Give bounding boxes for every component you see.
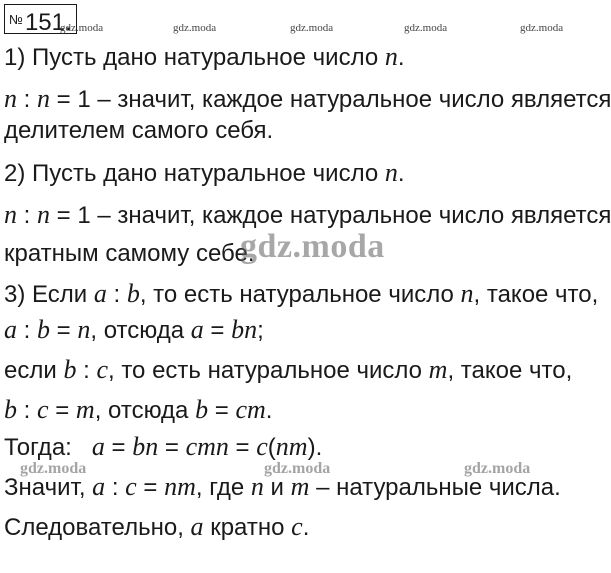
problem-number: 151. xyxy=(24,9,72,36)
watermark-mid: gdz.moda xyxy=(20,460,87,477)
text-line: a : b = n, отсюда a = bn; xyxy=(4,315,264,344)
text-line: если b : c, то есть натуральное число m, такое что, xyxy=(4,355,573,384)
text-line: 1) Пусть дано натуральное число n. xyxy=(4,42,405,71)
text-line: 3) Если a : b, то есть натуральное число n, такое что, xyxy=(4,279,599,308)
watermark-small: gdz.moda xyxy=(60,22,104,34)
text-line: Тогда: a = bn = cmn = c(nm). xyxy=(4,432,323,461)
text-line: кратным самому себе. xyxy=(4,240,255,267)
watermark-small: gdz.moda xyxy=(290,22,334,34)
watermark-small: gdz.moda xyxy=(404,22,448,34)
text-line: Значит, a : c = nm, где n и m – натуральные числа. xyxy=(4,472,561,501)
watermark-big: gdz.moda xyxy=(240,228,385,265)
watermark-mid: gdz.moda xyxy=(264,460,331,477)
text-line: b : c = m, отсюда b = cm. xyxy=(4,395,273,424)
watermark-mid: gdz.moda xyxy=(464,460,531,477)
text-line: n : n = 1 – значит, каждое натуральное число является xyxy=(4,200,611,229)
text-line: Следовательно, a кратно c. xyxy=(4,512,310,541)
text-line: делителем самого себя. xyxy=(4,117,274,144)
watermark-small: gdz.moda xyxy=(173,22,217,34)
text-line: n : n = 1 – значит, каждое натуральное число является xyxy=(4,84,611,113)
watermark-small: gdz.moda xyxy=(520,22,564,34)
number-sign: № xyxy=(9,12,23,27)
text-line: 2) Пусть дано натуральное число n. xyxy=(4,158,405,187)
